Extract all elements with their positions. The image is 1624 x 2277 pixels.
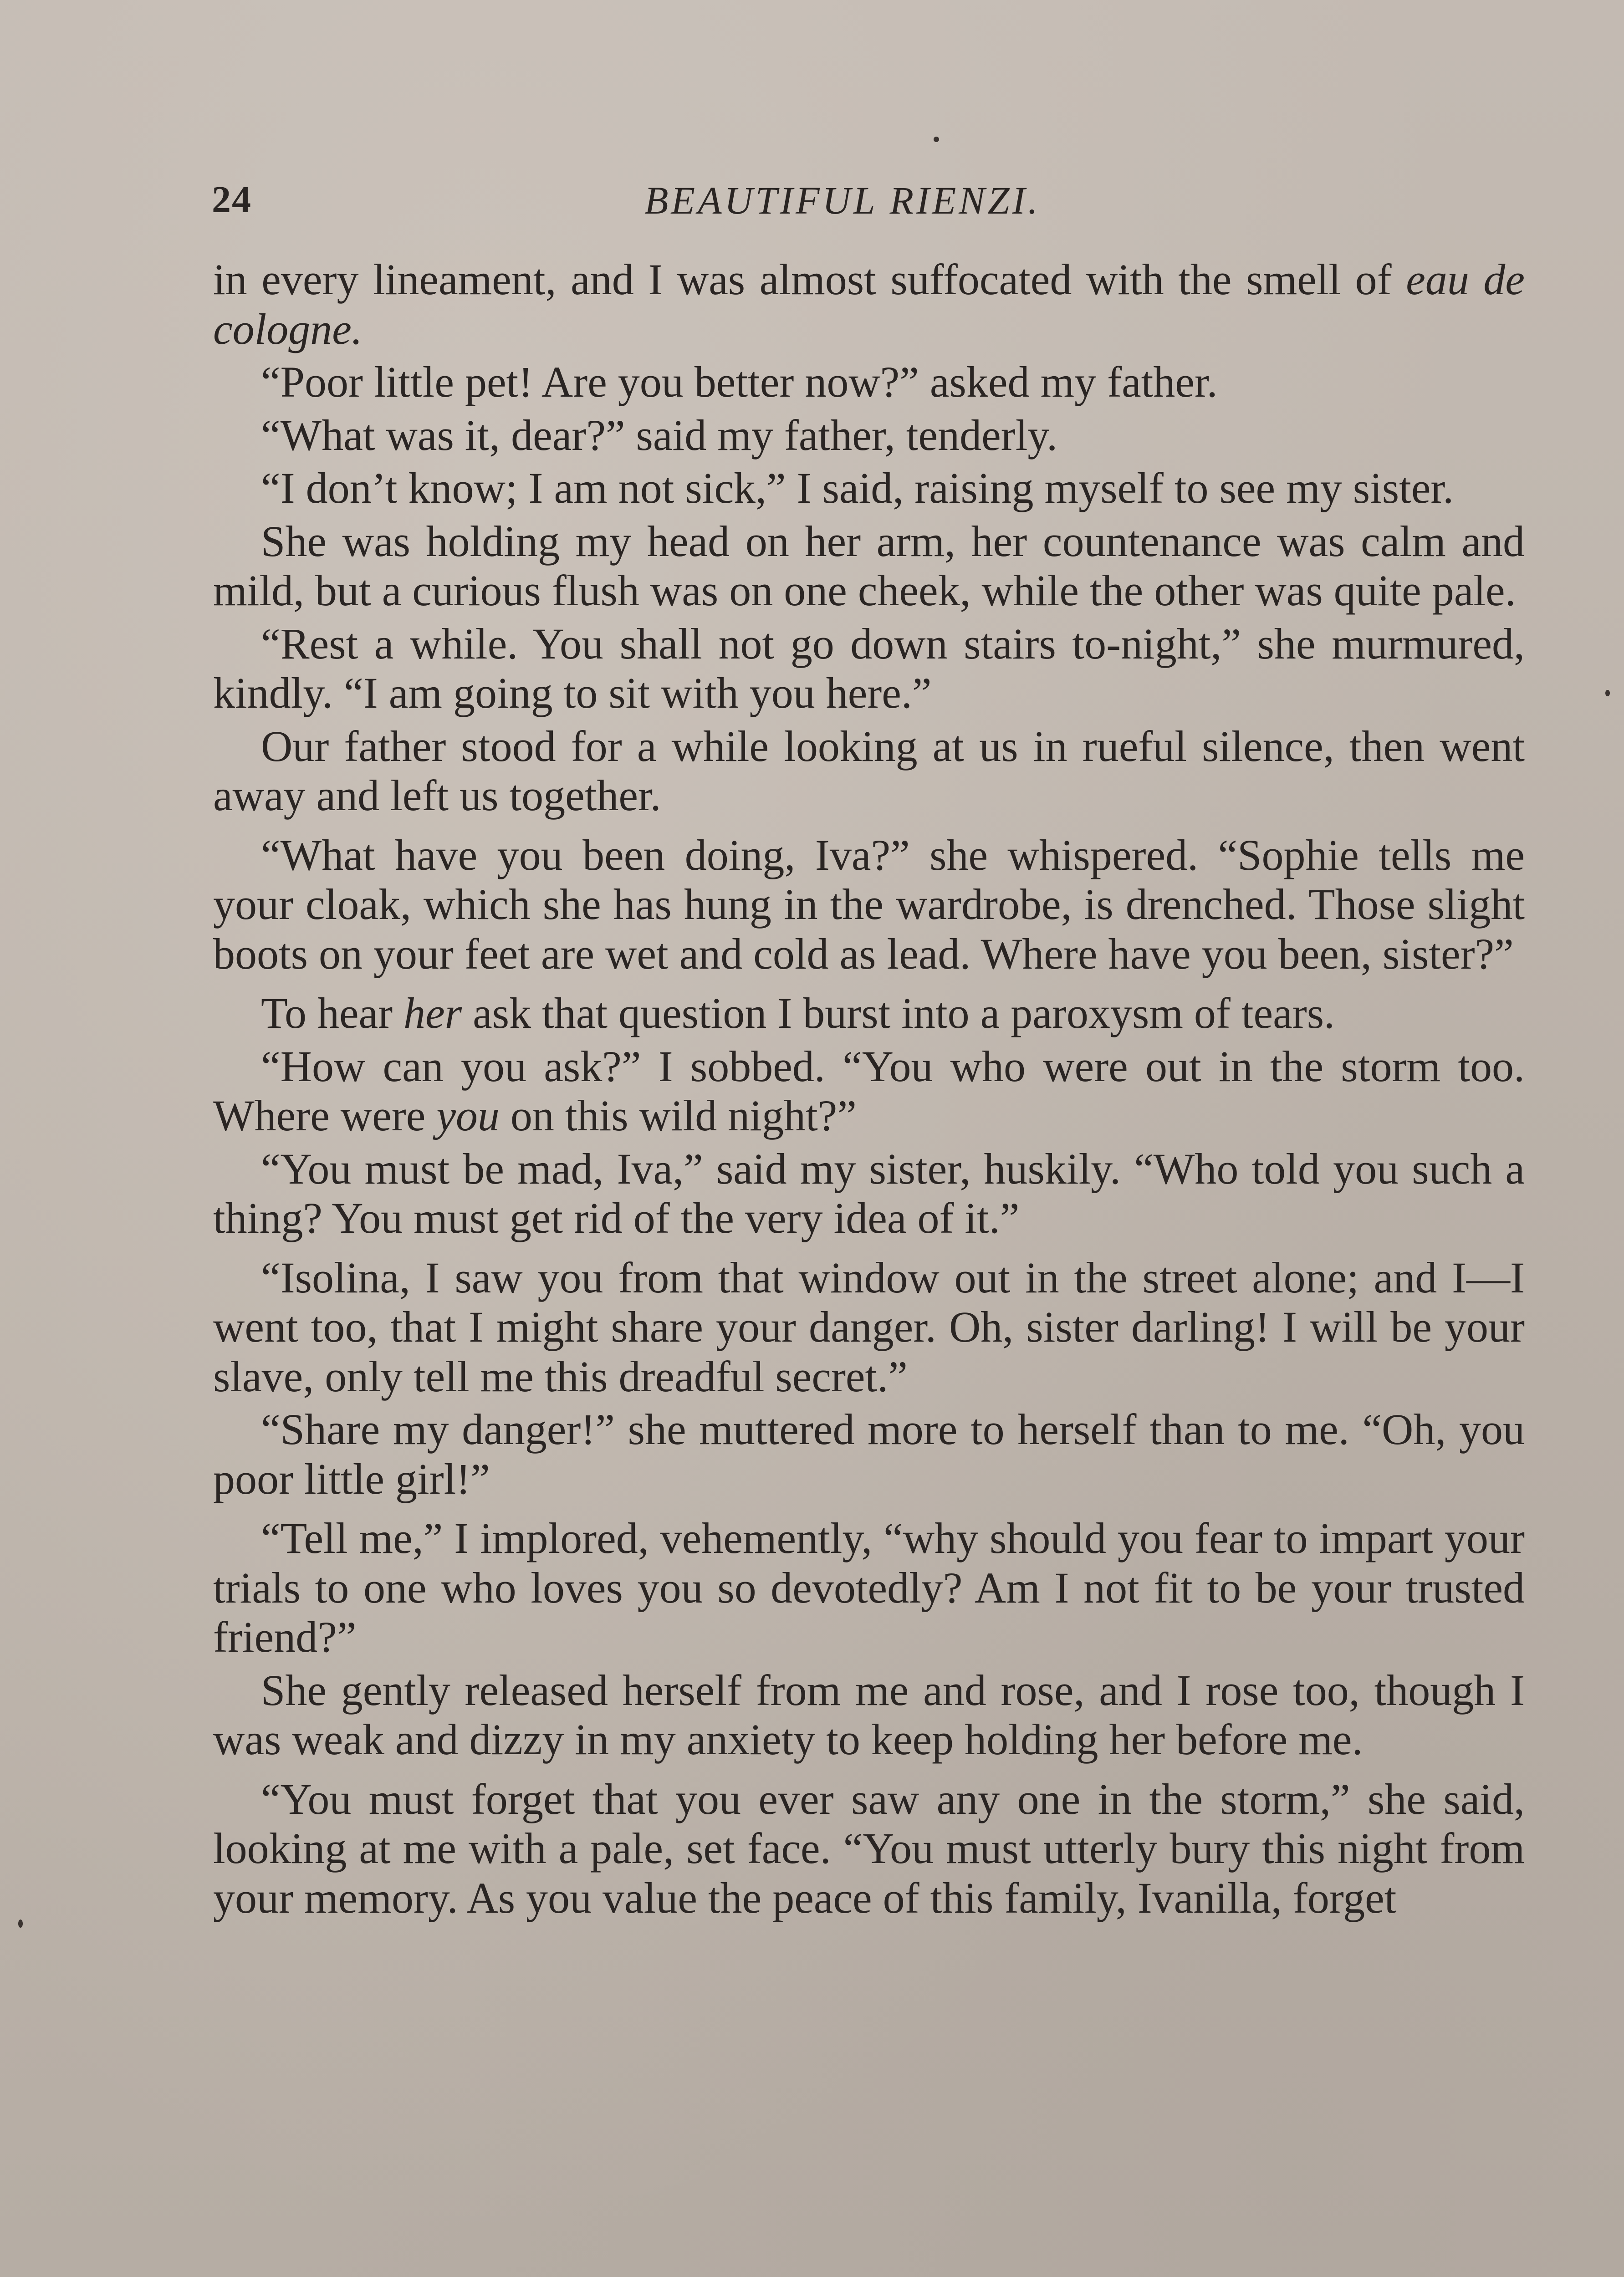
paragraph: “What was it, dear?” said my father, tenderly. bbox=[261, 410, 1058, 459]
paragraph-text: in every lineament, and I was almost suffocated with the smell of bbox=[213, 255, 1406, 304]
paragraph: “What have you been doing, Iva?” she whispered. “Sophie tells me your cloak, which she has hung in the wardrobe, is drenched. Those slight boots on your feet are wet and cold as lead. Where have you been, sister?” bbox=[213, 830, 1525, 978]
paragraph bbox=[213, 255, 1525, 354]
paragraph: “Isolina, I saw you from that window out in the street alone; and I—I went too, that I might share your danger. Oh, sister darling! I will be your slave, only tell me this dreadful secret.” bbox=[213, 1253, 1525, 1401]
paragraph bbox=[213, 1042, 1525, 1141]
italic-phrase: eau de cologne. bbox=[213, 255, 1525, 353]
running-head bbox=[212, 178, 1532, 228]
paragraph: “I don’t know; I am not sick,” I said, raising myself to see my sister. bbox=[261, 464, 1454, 512]
print-speck bbox=[18, 1920, 23, 1928]
paragraph bbox=[213, 989, 1525, 1038]
paragraph: “You must be mad, Iva,” said my sister, huskily. “Who told you such a thing? You must get rid of the very idea of it.” bbox=[213, 1144, 1525, 1242]
paragraph-text: ask that question I burst into a paroxysm of tears. bbox=[462, 989, 1335, 1037]
running-title: BEAUTIFUL RIENZI. bbox=[644, 179, 1041, 222]
paragraph: “Tell me,” I implored, vehemently, “why should you fear to impart your trials to one who loves you so devotedly? Am I not fit to be your trusted friend?” bbox=[213, 1514, 1525, 1661]
paragraph: “You must forget that you ever saw any one in the storm,” she said, looking at me with a pale, set face. “You must utterly bury this night from your memory. As you value the peace of this family, Ivanilla, forget bbox=[213, 1774, 1525, 1922]
paragraph: Our father stood for a while looking at us in rueful silence, then went away and left us together. bbox=[213, 721, 1525, 820]
body-text bbox=[213, 255, 1525, 1926]
paragraph-text: “How can you ask?” I sobbed. “You who were out in the storm too. Where were bbox=[213, 1041, 1525, 1140]
print-speck bbox=[934, 137, 939, 142]
paragraph: She was holding my head on her arm, her countenance was calm and mild, but a curious flush was on one cheek, while the other was quite pale. bbox=[213, 516, 1525, 615]
italic-word: her bbox=[403, 989, 462, 1037]
paragraph: “Share my danger!” she muttered more to herself than to me. “Oh, you poor little girl!” bbox=[213, 1405, 1525, 1503]
paragraph: “Rest a while. You shall not go down stairs to-night,” she murmured, kindly. “I am going to sit with you here.” bbox=[213, 619, 1525, 717]
paragraph: “Poor little pet! Are you better now?” asked my father. bbox=[261, 357, 1218, 406]
paragraph: She gently released herself from me and rose, and I rose too, though I was weak and dizzy in my anxiety to keep holding her before me. bbox=[213, 1665, 1525, 1764]
paragraph-text: To hear bbox=[261, 989, 404, 1037]
paragraph-text: on this wild night?” bbox=[499, 1091, 857, 1140]
italic-word: you bbox=[436, 1091, 500, 1140]
page-number: 24 bbox=[212, 179, 252, 221]
print-speck bbox=[1605, 690, 1610, 696]
